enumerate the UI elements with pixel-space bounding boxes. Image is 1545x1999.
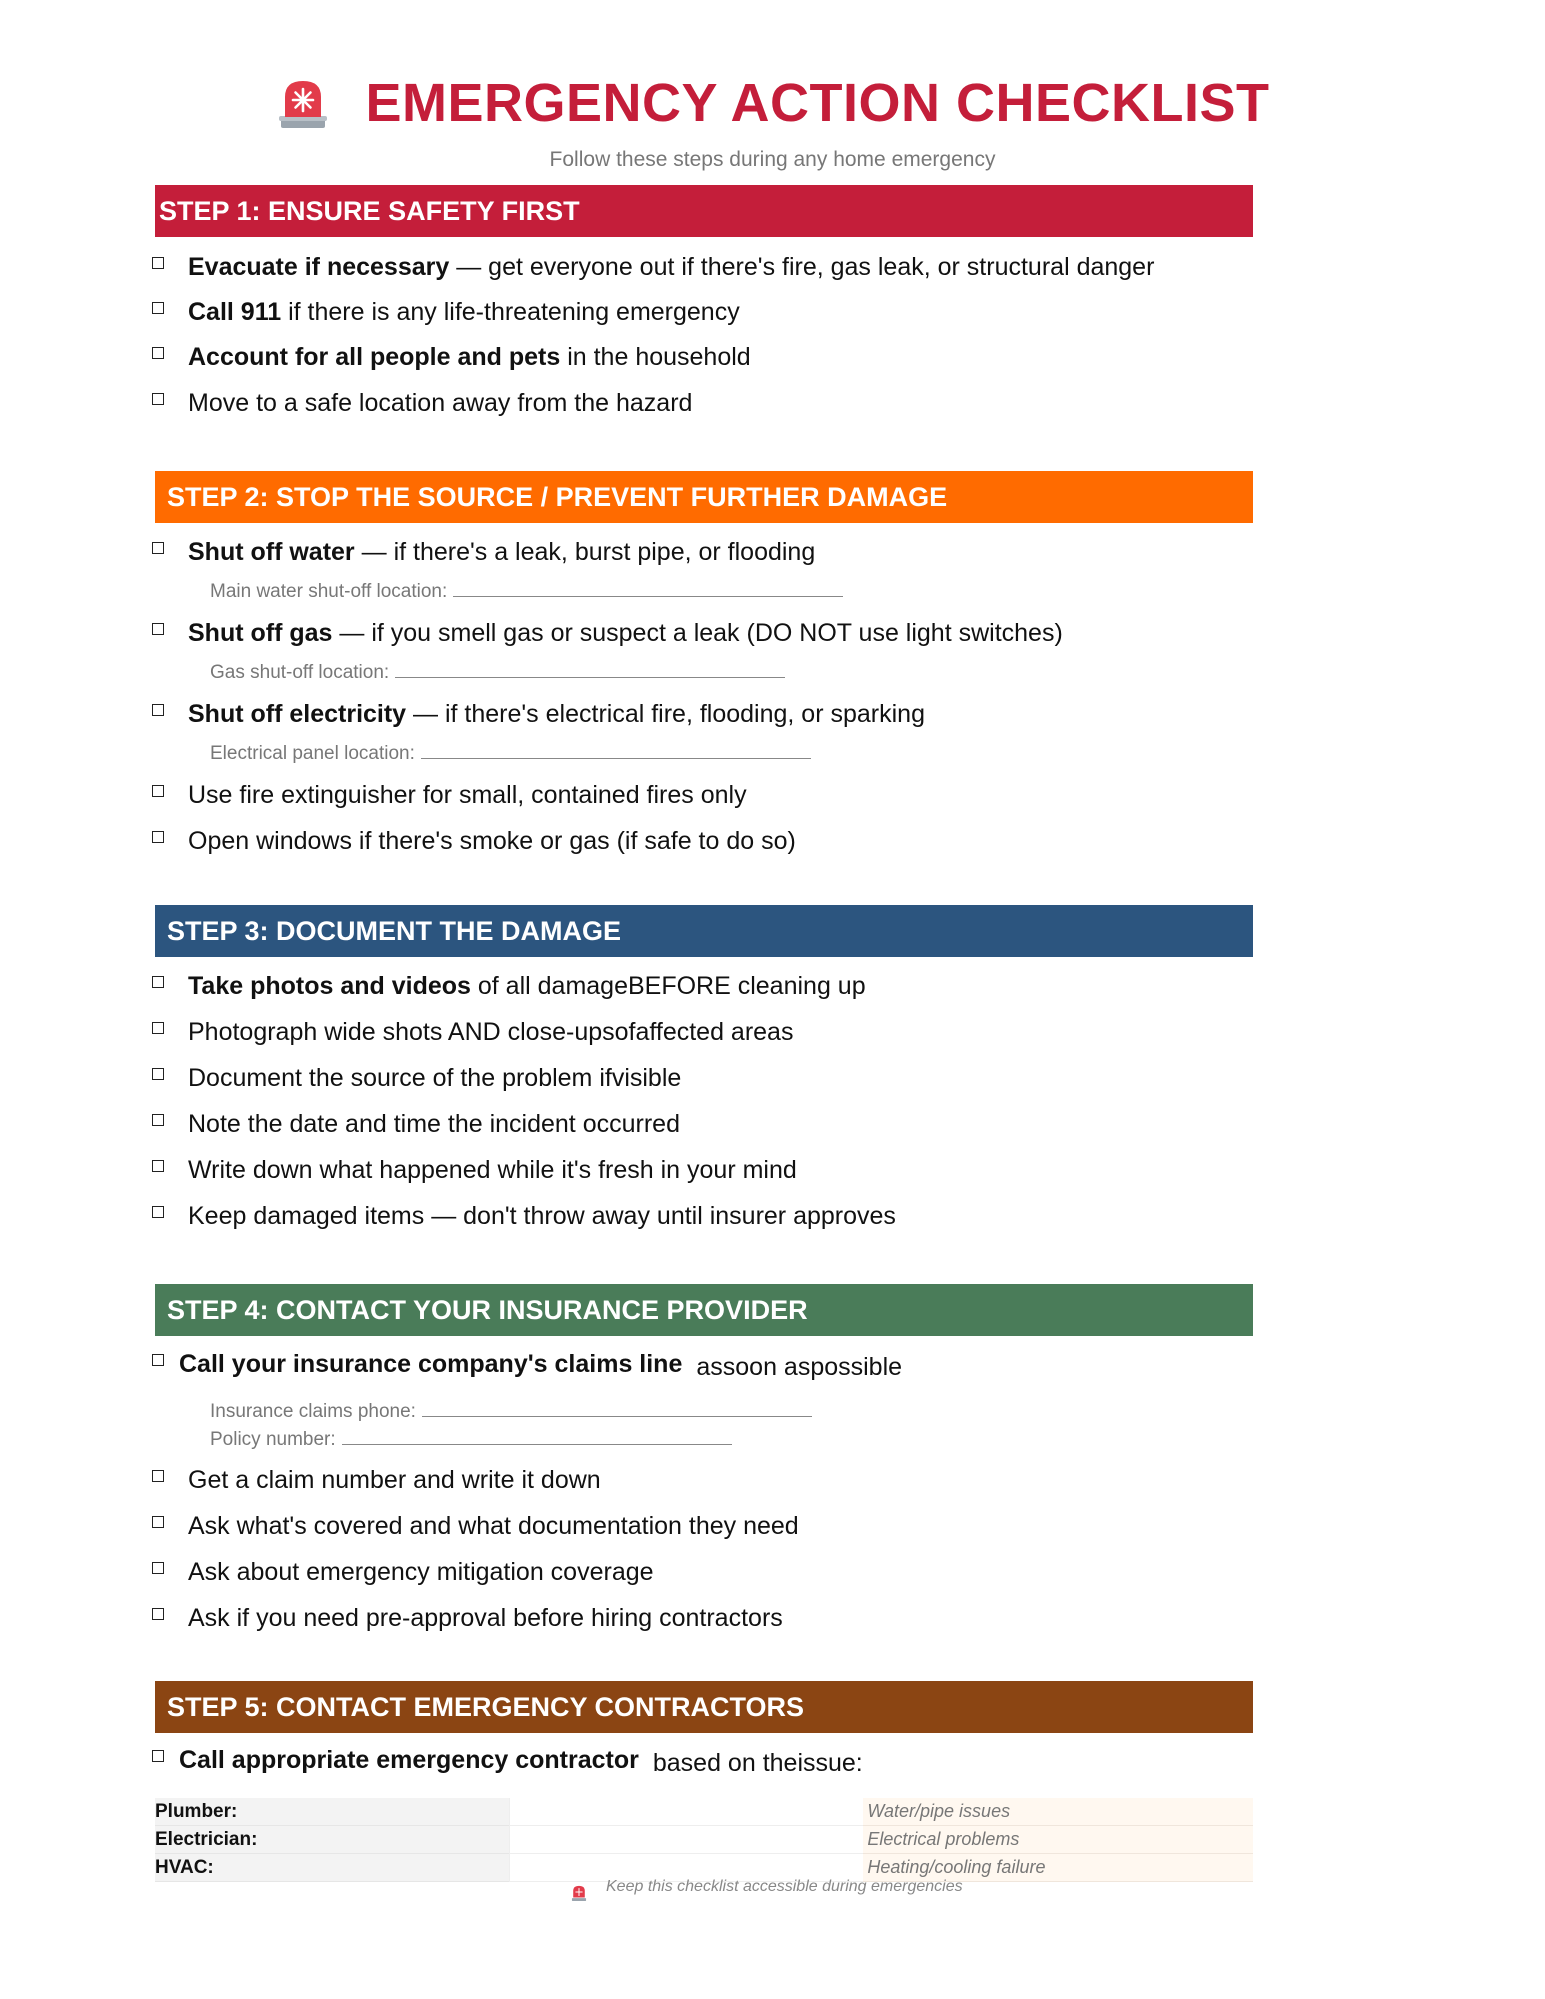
siren-icon: [570, 1884, 588, 1902]
step3-item-4[interactable]: Write down what happened while it's fresh in your mind: [152, 1156, 797, 1185]
water-location-note: Main water shut-off location:: [210, 578, 843, 603]
step1-item-2[interactable]: Account for all people and pets in the household: [152, 343, 751, 372]
blank-line[interactable]: [342, 1426, 732, 1445]
contractor-role: Plumber:: [155, 1798, 509, 1826]
policy-number-note: Policy number:: [210, 1426, 732, 1451]
checkbox[interactable]: [152, 1470, 164, 1482]
step2-header: STEP 2: STOP THE SOURCE / PREVENT FURTHER DAMAGE: [155, 471, 1253, 523]
step1-item-0[interactable]: Evacuate if necessary — get everyone out if there's fire, gas leak, or structural danger: [152, 253, 1154, 282]
step5-header: STEP 5: CONTACT EMERGENCY CONTRACTORS: [155, 1681, 1253, 1733]
page-title: EMERGENCY ACTION CHECKLIST: [365, 73, 1270, 133]
contractor-role: Electrician:: [155, 1826, 509, 1854]
step3-header: STEP 3: DOCUMENT THE DAMAGE: [155, 905, 1253, 957]
step3-item-1[interactable]: Photograph wide shots AND close-upsofaffected areas: [152, 1018, 793, 1047]
contractor-desc: Heating/cooling failure: [863, 1854, 1253, 1882]
step3-item-5[interactable]: Keep damaged items — don't throw away until insurer approves: [152, 1202, 896, 1231]
checkbox[interactable]: [152, 302, 164, 314]
page-subtitle: Follow these steps during any home emergency: [549, 148, 996, 171]
siren-icon: [275, 75, 331, 131]
step1-item-3[interactable]: Move to a safe location away from the hazard: [152, 389, 692, 418]
checkbox[interactable]: [152, 1206, 164, 1218]
blank-line[interactable]: [421, 740, 811, 759]
blank-line[interactable]: [395, 659, 785, 678]
step1-item-1[interactable]: Call 911 if there is any life-threatening emergency: [152, 298, 740, 327]
checkbox[interactable]: [152, 1160, 164, 1172]
contractor-contact-field[interactable]: [509, 1826, 864, 1854]
checkbox[interactable]: [152, 393, 164, 405]
checkbox[interactable]: [152, 1562, 164, 1574]
step4-item-0[interactable]: Get a claim number and write it down: [152, 1466, 601, 1495]
step2-item-3[interactable]: Use fire extinguisher for small, contained fires only: [152, 781, 747, 810]
gas-location-note: Gas shut-off location:: [210, 659, 785, 684]
checkbox[interactable]: [152, 785, 164, 797]
step1-header: STEP 1: ENSURE SAFETY FIRST: [155, 185, 1253, 237]
contractor-desc: Electrical problems: [863, 1826, 1253, 1854]
title-row: [0, 72, 1545, 134]
footer: [570, 1878, 963, 1896]
checkbox[interactable]: [152, 623, 164, 635]
contractor-desc: Water/pipe issues: [863, 1798, 1253, 1826]
contractor-role: HVAC:: [155, 1854, 509, 1882]
footer-text: Keep this checklist accessible during emergencies: [606, 1878, 963, 1895]
electrical-location-note: Electrical panel location:: [210, 740, 811, 765]
checkbox[interactable]: [152, 1114, 164, 1126]
checkbox[interactable]: [152, 542, 164, 554]
checkbox[interactable]: [152, 1068, 164, 1080]
checkbox[interactable]: [152, 1022, 164, 1034]
step5-lead-item[interactable]: Call appropriate emergency contractor based on theissue:: [152, 1746, 863, 1775]
blank-line[interactable]: [453, 578, 843, 597]
contractor-table: [155, 1798, 1253, 1882]
checkbox[interactable]: [152, 1608, 164, 1620]
checkbox[interactable]: [152, 831, 164, 843]
checkbox[interactable]: [152, 1516, 164, 1528]
table-row: [155, 1798, 1253, 1826]
checkbox[interactable]: [152, 704, 164, 716]
step3-item-3[interactable]: Note the date and time the incident occurred: [152, 1110, 680, 1139]
step4-item-1[interactable]: Ask what's covered and what documentation they need: [152, 1512, 799, 1541]
blank-line[interactable]: [422, 1398, 812, 1417]
step4-lead-item[interactable]: Call your insurance company's claims line assoon aspossible: [152, 1350, 902, 1379]
checkbox[interactable]: [152, 1750, 164, 1762]
contractor-contact-field[interactable]: [509, 1798, 864, 1826]
step3-item-2[interactable]: Document the source of the problem ifvisible: [152, 1064, 681, 1093]
checkbox[interactable]: [152, 1354, 164, 1366]
step3-item-0[interactable]: Take photos and videos of all damageBEFORE cleaning up: [152, 972, 866, 1001]
step2-item-2[interactable]: Shut off electricity — if there's electrical fire, flooding, or sparking: [152, 700, 925, 729]
claims-phone-note: Insurance claims phone:: [210, 1398, 812, 1423]
step2-item-4[interactable]: Open windows if there's smoke or gas (if safe to do so): [152, 827, 796, 856]
checkbox[interactable]: [152, 257, 164, 269]
step4-item-3[interactable]: Ask if you need pre-approval before hiring contractors: [152, 1604, 783, 1633]
step2-item-1[interactable]: Shut off gas — if you smell gas or suspect a leak (DO NOT use light switches): [152, 619, 1063, 648]
table-row: [155, 1826, 1253, 1854]
step2-item-0[interactable]: Shut off water — if there's a leak, burst pipe, or flooding: [152, 538, 815, 567]
step4-header: STEP 4: CONTACT YOUR INSURANCE PROVIDER: [155, 1284, 1253, 1336]
step4-item-2[interactable]: Ask about emergency mitigation coverage: [152, 1558, 654, 1587]
checkbox[interactable]: [152, 347, 164, 359]
checkbox[interactable]: [152, 976, 164, 988]
